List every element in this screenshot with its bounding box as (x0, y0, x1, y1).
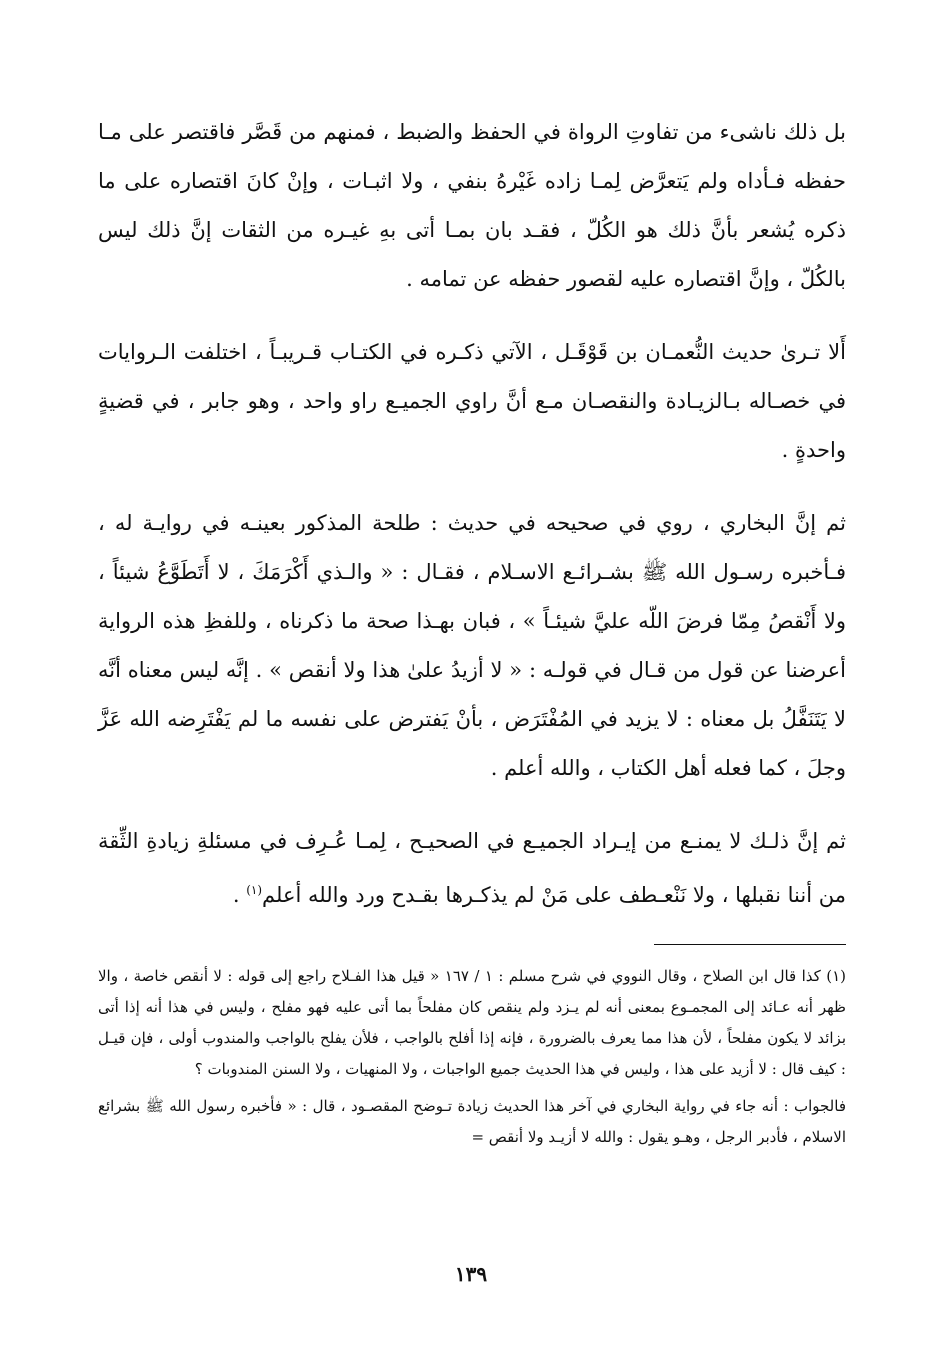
footnotes (98, 961, 846, 1153)
footnote-paragraph-1: (١) كذا قال ابن الصلاح ، وقال النووي في شرح مسلم : ١ / ١٦٧ « قيل هذا الفـلاح راجع إلى قوله : لا أنقص خاصة ، والا ظهر أنه عـائد إلى المجمـوع بمعنى أنه لم يـزد ولم ينقص كان مفلحاً بما أتى عليه فهو مفلح ، وليس في هذا أنه إذا أتى بزائد لا يكون مفلحاً ، لأن هذا مما يعرف بالضرورة ، فإنه إذا أفلح بالواجب ، فلأن يفلح بالواجب والمندوب أولى ، فإن قيـل : كيف قال : لا أزيد على هذا ، وليس في هذا الحديث جميع الواجبات ، ولا المنهيات ، ولا السنن المندوبات ؟ (98, 967, 847, 1078)
main-paragraph-4 (98, 817, 846, 920)
main-text (98, 108, 846, 920)
page-number: ١٣٩ (454, 1262, 488, 1286)
closing-period: . (232, 883, 247, 907)
footnote-paragraph-2: فالجواب : أنه جاء في رواية البخاري في آخر هذا الحديث زيادة تـوضح المقصـود ، قال : « فأخبره رسول الله ﷺ بشرائع الاسلام ، فأدبر الرجل ، وهـو يقول : والله لا أزيـد ولا أنقص = (98, 1097, 846, 1146)
footnote-reference: (١) (246, 883, 263, 897)
main-paragraph-1: بل ذلك ناشىء من تفاوتِ الرواة في الحفظ والضبط ، فمنهم من قَصَّر فاقتصر على مـا حفظه فـأداه ولم يَتعرَّض لِمـا زاده غَيْرهُ بنفي ، ولا اثبـات ، وإنْ كانَ اقتصاره على ما ذكره يُشعر بأنَّ ذلك هو الكُلّ ، فقـد بان بمـا أتى بهِ غيـره من الثقات إنَّ ذلك ليس بالكُلّ ، وإنَّ اقتصاره عليه لقصور حفظه عن تمامه . (98, 120, 846, 291)
footnote-separator (654, 944, 846, 945)
main-paragraph-4-text: ثم إنَّ ذلـك لا يمنـع من إيـراد الجميـع في الصحيـح ، لِمـا عُـرِف في مسئلةِ زيادةِ الثِّقة من أننا نقبلها ، ولا نَنْعـطف على مَنْ لم يذكـرها بقـدح ورد والله أعلم (98, 829, 846, 907)
main-paragraph-2: أَلا تـرىٰ حديث النُّعمـان بن قَوْقَـل ، الآتي ذكـره في الكتـاب قـريبـاً ، اختلفت الـروايات في خصـاله بـالزيـادة والنقصـان مـع أنَّ راوي الجميـع راو واحد ، وهو جابر ، في قضيةٍ واحدةٍ . (98, 340, 846, 462)
main-paragraph-3: ثم إنَّ البخاري ، روي في صحيحه في حديث : طلحة المذكور بعينـه في روايـة له ، فـأخبره رسـول الله ﷺ بشـرائـع الاسـلام ، فقـال : « والـذي أَكْرَمَكَ ، لا أَتَطَوَّعُ شيئاً ، ولا أَنْقصُ مِمّا فرضَ اللّه عليَّ شيئـاً » ، فبان بهـذا صحة ما ذكرناه ، وللفظِ هذه الرواية أعرضنا عن قول من قـال في قولـه : « لا أزيدُ علىٰ هذا ولا أنقص » . إنَّه ليس معناه أنَّه لا يَتَنَفَّلُ بل معناه : لا يزيد في المُفْتَرَض ، بأنْ يَفترض على نفسه ما لم يَفْتَرِضه الله عَزَّ وجلَ ، كما فعله أهل الكتاب ، والله أعلم . (98, 511, 846, 780)
